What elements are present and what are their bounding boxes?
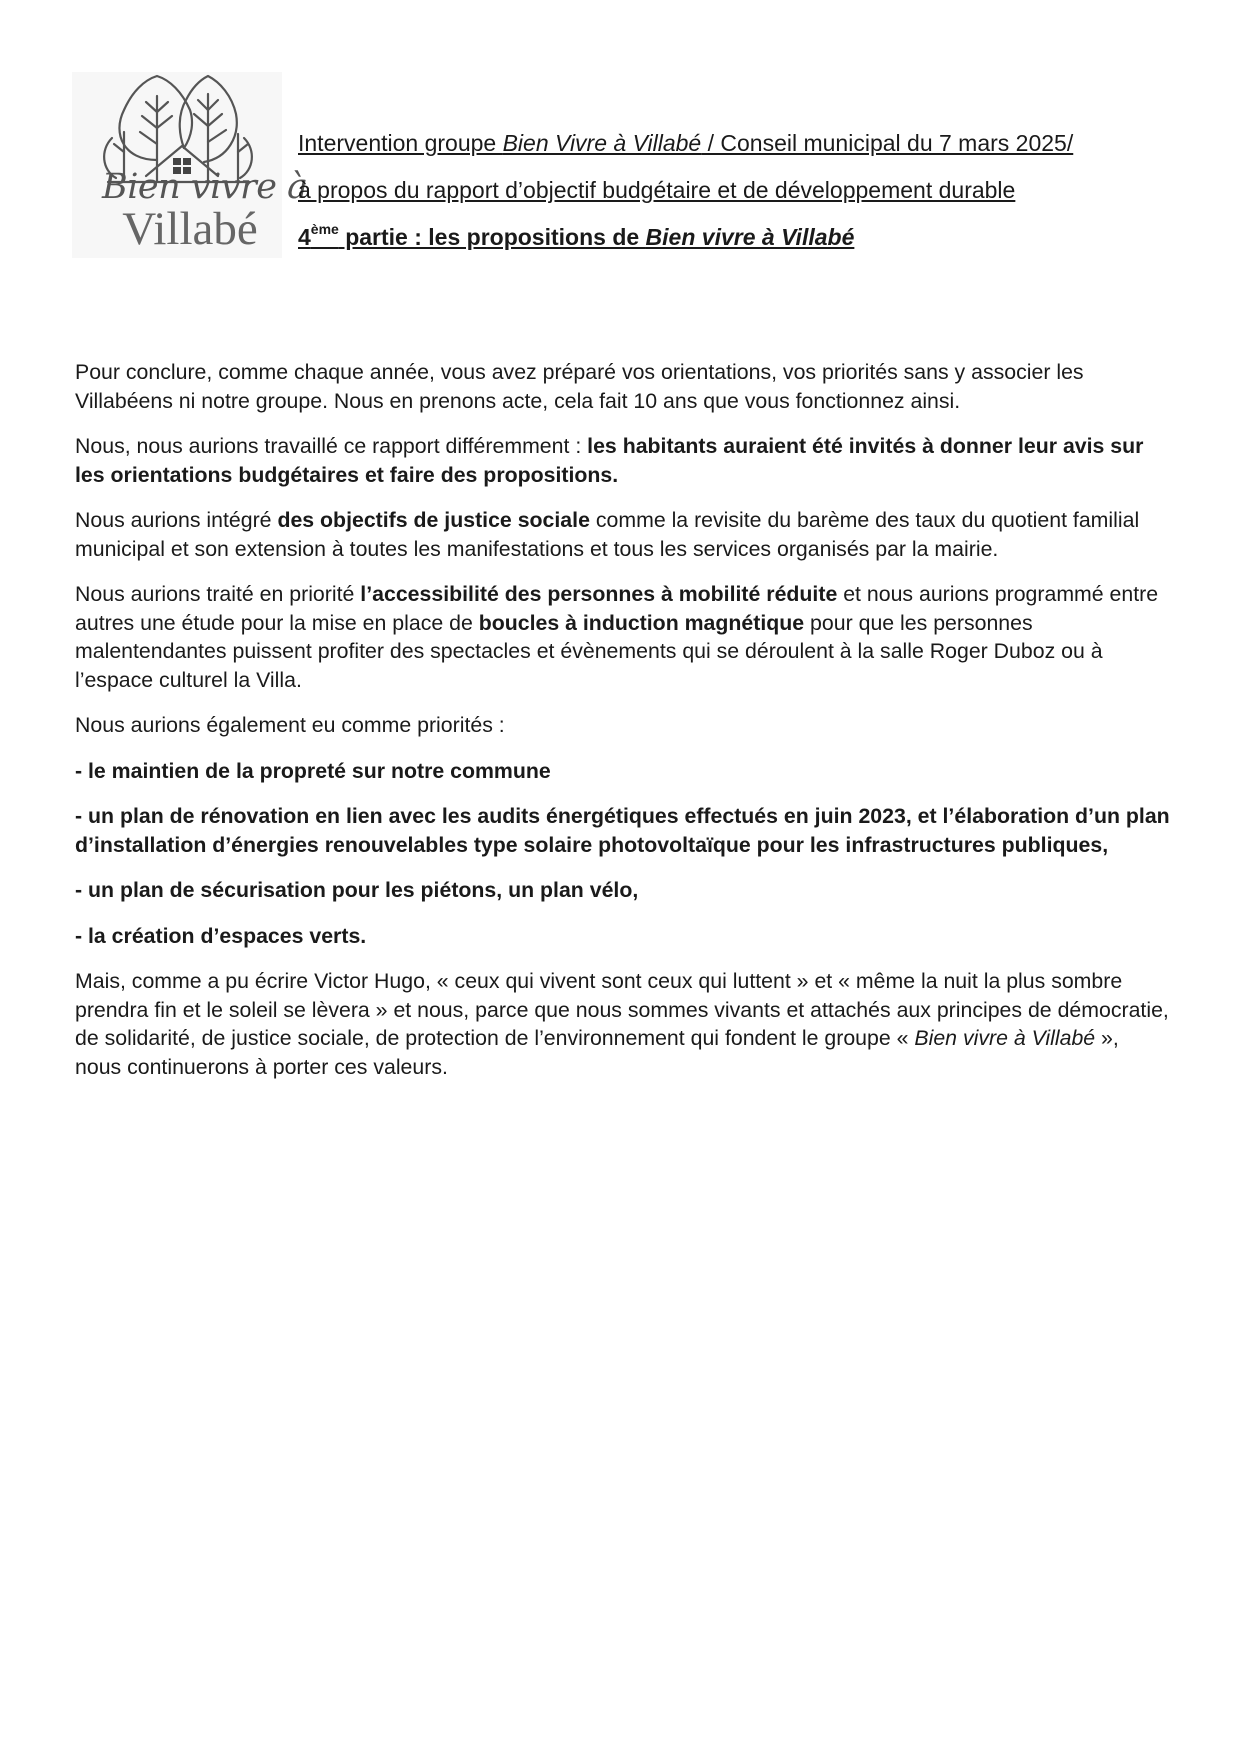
paragraph-4: Nous aurions traité en priorité l’accessibilité des personnes à mobilité réduite et nous aurions programmé entre autres une étude pour la mise en place de boucles à induction magnétique pour que les personnes malentendantes puissent profiter des spectacles et évènements qui se déroulent à la salle Roger Duboz ou à l’espace culturel la Villa. bbox=[75, 582, 1159, 692]
bullet-item-1: - le maintien de la propreté sur notre commune bbox=[75, 758, 551, 783]
logo-script-text: Bien vivre à bbox=[102, 167, 308, 207]
header-group-name: Bien Vivre à Villabé bbox=[502, 130, 702, 156]
bullet-item-2: - un plan de rénovation en lien avec les audits énergétiques effectués en juin 2023, et l’élaboration d’un plan d’installation d’énergies renouvelables type solaire photovoltaïque pour les infrastructures publiques, bbox=[75, 804, 1170, 857]
bullet-item-3: - un plan de sécurisation pour les piétons, un plan vélo, bbox=[75, 878, 639, 902]
paragraph-1: Pour conclure, comme chaque année, vous avez préparé vos orientations, vos priorités sans y associer les Villabéens ni notre groupe. Nous en prenons acte, cela fait 10 ans que vous fonctionnez ainsi. bbox=[75, 360, 1084, 413]
header-group-name-2: Bien vivre à Villabé bbox=[645, 224, 855, 250]
paragraph-3: Nous aurions intégré des objectifs de justice sociale comme la revisite du barème des taux du quotient familial municipal et son extension à toutes les manifestations et tous les services organisés par la mairie. bbox=[75, 508, 1140, 561]
bullet-item-4: - la création d’espaces verts. bbox=[75, 923, 367, 948]
header-line-1: Intervention groupe Bien Vivre à Villabé / Conseil municipal du 7 mars 2025/ bbox=[298, 130, 1074, 156]
document-header bbox=[298, 120, 1178, 261]
paragraph-5: Nous aurions également eu comme priorités : bbox=[75, 713, 505, 737]
paragraph-6: Mais, comme a pu écrire Victor Hugo, « ceux qui vivent sont ceux qui luttent » et « même la nuit la plus sombre prendra fin et le soleil se lèvera » et nous, parce que nous sommes vivants et attachés aux principes de démocratie, de solidarité, de justice sociale, de protection de l’environnement qui fondent le groupe « Bien vivre à Villabé », nous continuerons à porter ces valeurs. bbox=[75, 969, 1169, 1079]
header-line-2: à propos du rapport d’objectif budgétaire et de développement durable bbox=[298, 177, 1016, 203]
logo bbox=[72, 72, 308, 258]
logo-name-text: Villabé bbox=[122, 203, 258, 255]
header-line-3: 4ème partie : les propositions de Bien vivre à Villabé bbox=[298, 221, 855, 250]
paragraph-2: Nous, nous aurions travaillé ce rapport différemment : les habitants auraient été invités à donner leur avis sur les orientations budgétaires et faire des propositions. bbox=[75, 434, 1144, 487]
document-body bbox=[75, 358, 1170, 1098]
